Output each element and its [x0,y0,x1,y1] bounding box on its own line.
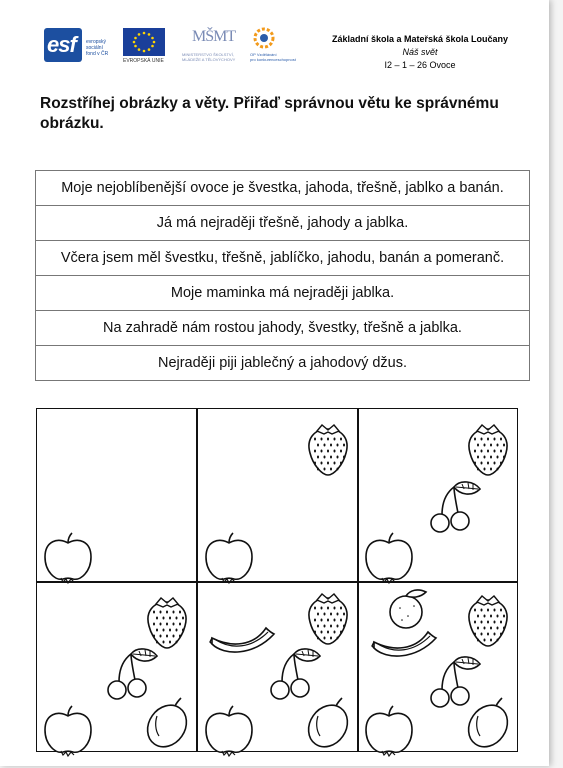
eu-logo-caption: EVROPSKÁ UNIE [123,58,164,64]
sentence-row [36,346,530,381]
msmt-logo [182,26,236,66]
orange-icon [388,592,458,652]
op-vk-logo [250,26,298,66]
sentences-table [35,170,530,381]
apple-icon [204,708,274,768]
sentence-row [36,241,530,276]
picture-cell [358,582,519,754]
sentence-cell: Na zahradě nám rostou jahody, švestky, třešně a jablka. [36,311,530,346]
sentence-cell: Nejraději piji jablečný a jahodový džus. [36,346,530,381]
sentence-cell: Moje nejoblíbenější ovoce je švestka, jahoda, třešně, jablko a banán. [36,171,530,206]
sentence-row [36,206,530,241]
strawberry-icon [468,596,538,656]
picture-grid [36,408,518,752]
esf-logo-line3: fond v ČR [86,51,109,57]
sentence-row [36,311,530,346]
plum-icon [466,700,536,760]
subject-name: Náš svět [402,47,438,57]
picture-cell [198,582,359,754]
esf-logo-letters: esf [47,32,76,57]
eu-flag-logo [123,28,165,64]
sentence-row [36,276,530,311]
msmt-logo-letters: MŠMT [192,28,236,45]
op-logo-caption1: OP Vzdělávání [250,52,277,57]
esf-logo [44,28,116,66]
school-name: Základní škola a Mateřská škola Loučany [331,34,509,44]
esf-logo-line2: sociální [86,45,103,51]
esf-logo-line1: evropský [86,39,107,45]
sentence-cell: Já má nejraději třešně, jahody a jablka. [36,206,530,241]
lesson-code: I2 – 1 – 26 Ovoce [384,60,456,70]
msmt-logo-caption1: MINISTERSTVO ŠKOLSTVÍ, [182,52,234,57]
picture-cell [37,582,198,754]
sentence-row [36,171,530,206]
banana-icon [210,630,280,690]
picture-cell [198,409,359,581]
school-info [300,33,540,72]
sentence-cell: Moje maminka má nejraději jablka. [36,276,530,311]
strawberry-icon [468,425,538,485]
cherries-icon [418,485,488,545]
picture-cell [37,409,198,581]
picture-cell [358,409,519,581]
apple-icon [43,708,113,768]
msmt-logo-caption2: MLÁDEŽE A TĚLOVÝCHOVY [182,57,236,62]
sentence-cell: Včera jsem měl švestku, třešně, jablíčko, jahodu, banán a pomeranč. [36,241,530,276]
task-instruction: Rozstříhej obrázky a věty. Přiřaď správnou větu ke správnému obrázku. [40,95,499,132]
op-logo-caption2: pro konkurenceschopnost [250,57,296,62]
